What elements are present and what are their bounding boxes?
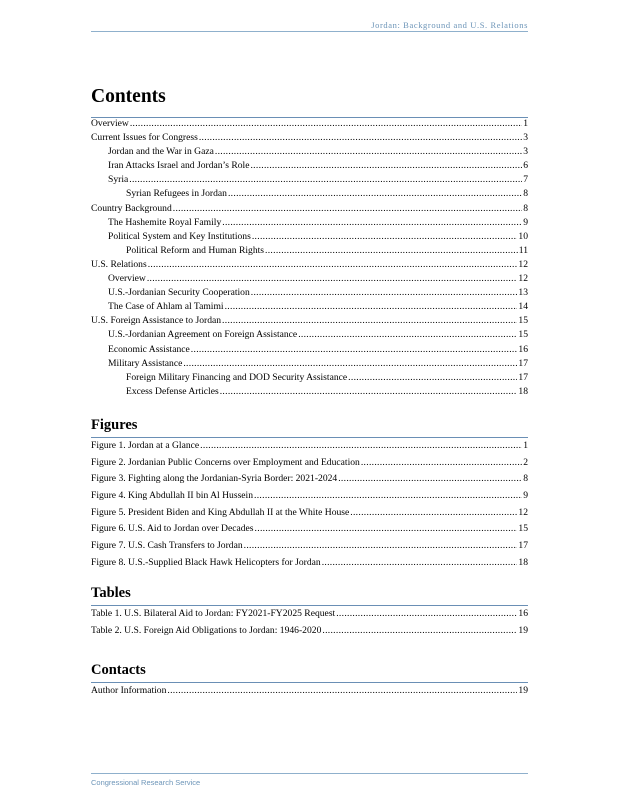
toc-entry[interactable] xyxy=(91,274,528,288)
toc-entry-label[interactable]: Iran Attacks Israel and Jordan’s Role xyxy=(108,160,250,172)
toc-entry-label[interactable]: Jordan and the War in Gaza xyxy=(108,146,214,158)
toc-entry-label[interactable]: Author Information xyxy=(91,685,167,696)
dot-leader xyxy=(336,609,517,619)
toc-entry-page-number: 15 xyxy=(518,315,528,327)
contents-list xyxy=(91,117,528,401)
dot-leader xyxy=(222,218,522,228)
toc-entry-label[interactable]: Military Assistance xyxy=(108,357,183,369)
toc-entry-label[interactable]: Overview xyxy=(91,118,129,129)
toc-entry-label[interactable]: Figure 2. Jordanian Public Concerns over Employment and Education xyxy=(91,456,360,468)
dot-leader xyxy=(200,441,522,451)
toc-entry-label[interactable]: Figure 7. U.S. Cash Transfers to Jordan xyxy=(91,540,243,552)
dot-leader xyxy=(225,302,518,312)
toc-entry-label[interactable]: Figure 6. U.S. Aid to Jordan over Decades xyxy=(91,523,254,535)
toc-entry-page-number: 19 xyxy=(518,624,528,636)
toc-entry[interactable] xyxy=(91,260,528,274)
dot-leader xyxy=(222,316,517,326)
toc-entry-label[interactable]: Table 2. U.S. Foreign Aid Obligations to Jordan: 1946-2020 xyxy=(91,624,322,636)
dot-leader xyxy=(183,359,517,369)
dot-leader xyxy=(350,508,517,518)
dot-leader xyxy=(255,524,518,534)
toc-entry-page-number: 12 xyxy=(518,506,528,518)
toc-entry-label[interactable]: Syria xyxy=(108,174,129,186)
toc-entry-page-number: 3 xyxy=(523,146,528,158)
toc-entry[interactable] xyxy=(91,683,528,703)
toc-entry-page-number: 8 xyxy=(523,202,528,214)
dot-leader xyxy=(252,232,518,242)
toc-entry-label[interactable]: Political Reform and Human Rights xyxy=(126,244,265,256)
toc-entry-label[interactable]: Figure 3. Fighting along the Jordanian-Syria Border: 2021-2024 xyxy=(91,473,338,485)
toc-entry-page-number: 1 xyxy=(523,118,528,129)
toc-entry[interactable] xyxy=(91,189,528,203)
header-divider xyxy=(91,31,528,32)
dot-leader xyxy=(265,246,518,256)
toc-entry[interactable] xyxy=(91,626,528,643)
toc-entry-page-number: 7 xyxy=(523,174,528,186)
dot-leader xyxy=(251,288,518,298)
toc-entry[interactable] xyxy=(91,359,528,373)
toc-entry-page-number: 6 xyxy=(523,160,528,172)
toc-entry-page-number: 12 xyxy=(518,258,528,270)
toc-entry-label[interactable]: Economic Assistance xyxy=(108,343,190,355)
footer-text: Congressional Research Service xyxy=(91,778,201,787)
toc-entry-page-number: 8 xyxy=(523,473,528,485)
toc-entry-label[interactable]: Figure 4. King Abdullah II bin Al Hussein xyxy=(91,490,254,502)
toc-entry-page-number: 3 xyxy=(523,132,528,144)
toc-entry-page-number: 14 xyxy=(518,301,528,313)
toc-entry[interactable] xyxy=(91,232,528,246)
tables-list xyxy=(91,605,528,642)
toc-entry-page-number: 9 xyxy=(523,216,528,228)
toc-entry-label[interactable]: U.S. Foreign Assistance to Jordan xyxy=(91,315,222,327)
dot-leader xyxy=(244,541,518,551)
dot-leader xyxy=(220,387,518,397)
dot-leader xyxy=(322,626,517,636)
dot-leader xyxy=(199,133,522,143)
toc-entry[interactable] xyxy=(91,246,528,260)
toc-entry-label[interactable]: Overview xyxy=(108,273,146,285)
toc-entry-label[interactable]: U.S.-Jordanian Agreement on Foreign Assistance xyxy=(108,329,298,341)
figures-list xyxy=(91,437,528,575)
dot-leader xyxy=(215,147,522,157)
toc-entry-page-number: 8 xyxy=(523,188,528,200)
contents-entries xyxy=(91,118,528,401)
toc-entry[interactable] xyxy=(91,438,528,458)
toc-entry[interactable] xyxy=(91,558,528,575)
toc-entry[interactable] xyxy=(91,302,528,316)
toc-entry[interactable] xyxy=(91,161,528,175)
toc-entry[interactable] xyxy=(91,491,528,508)
toc-entry-page-number: 9 xyxy=(523,490,528,502)
contacts-list xyxy=(91,682,528,703)
figures-entries xyxy=(91,438,528,575)
toc-entry-label[interactable]: The Case of Ahlam al Tamimi xyxy=(108,301,224,313)
toc-entry-page-number: 12 xyxy=(518,273,528,285)
toc-entry-page-number: 13 xyxy=(518,287,528,299)
toc-entry-page-number: 17 xyxy=(518,371,528,383)
toc-entry-label[interactable]: Figure 8. U.S.-Supplied Black Hawk Helicopters for Jordan xyxy=(91,556,321,568)
toc-entry[interactable] xyxy=(91,508,528,525)
toc-entry[interactable] xyxy=(91,288,528,302)
toc-entry-label[interactable]: Figure 1. Jordan at a Glance xyxy=(91,440,200,451)
toc-entry-page-number: 17 xyxy=(518,357,528,369)
dot-leader xyxy=(228,189,522,199)
dot-leader xyxy=(130,119,522,129)
toc-entry[interactable] xyxy=(91,524,528,541)
toc-entry[interactable] xyxy=(91,316,528,330)
toc-entry-label[interactable]: Table 1. U.S. Bilateral Aid to Jordan: FY2021-FY2025 Request xyxy=(91,608,336,619)
running-header-title: Jordan: Background and U.S. Relations xyxy=(371,20,528,30)
dot-leader xyxy=(148,260,518,270)
toc-entry[interactable] xyxy=(91,541,528,558)
dot-leader xyxy=(167,686,517,696)
dot-leader xyxy=(147,274,518,284)
toc-entry[interactable] xyxy=(91,373,528,387)
dot-leader xyxy=(254,491,522,501)
toc-entry-label[interactable]: Foreign Military Financing and DOD Security Assistance xyxy=(126,371,348,383)
toc-entry-page-number: 19 xyxy=(518,685,528,696)
toc-entry-label[interactable]: U.S. Relations xyxy=(91,258,147,270)
toc-entry-label[interactable]: Political System and Key Institutions xyxy=(108,230,251,242)
toc-entry-page-number: 15 xyxy=(518,523,528,535)
toc-entry[interactable] xyxy=(91,118,528,133)
toc-entry[interactable] xyxy=(91,606,528,626)
toc-entry[interactable] xyxy=(91,474,528,491)
toc-entry-page-number: 15 xyxy=(518,329,528,341)
toc-entry[interactable] xyxy=(91,458,528,475)
toc-entry-label[interactable]: U.S.-Jordanian Security Cooperation xyxy=(108,287,250,299)
figures-heading: Figures xyxy=(91,417,138,433)
toc-entry[interactable] xyxy=(91,218,528,232)
contents-heading: Contents xyxy=(91,86,166,107)
toc-entry[interactable] xyxy=(91,387,528,401)
dot-leader xyxy=(298,330,517,340)
toc-entry-label[interactable]: Country Background xyxy=(91,202,172,214)
dot-leader xyxy=(361,458,522,468)
toc-entry-page-number: 16 xyxy=(518,608,528,619)
toc-entry-page-number: 1 xyxy=(523,440,528,451)
contacts-entries xyxy=(91,683,528,703)
contacts-heading: Contacts xyxy=(91,662,146,678)
dot-leader xyxy=(250,161,522,171)
toc-entry[interactable] xyxy=(91,204,528,218)
toc-entry-label[interactable]: The Hashemite Royal Family xyxy=(108,216,222,228)
toc-entry-label[interactable]: Figure 5. President Biden and King Abdullah II at the White House xyxy=(91,506,350,518)
toc-entry[interactable] xyxy=(91,147,528,161)
dot-leader xyxy=(191,345,518,355)
toc-entry-label[interactable]: Syrian Refugees in Jordan xyxy=(126,188,227,200)
dot-leader xyxy=(129,175,522,185)
footer-divider xyxy=(91,773,528,774)
tables-heading: Tables xyxy=(91,585,131,601)
dot-leader xyxy=(173,204,522,214)
toc-entry[interactable] xyxy=(91,330,528,344)
dot-leader xyxy=(348,373,517,383)
toc-entry[interactable] xyxy=(91,345,528,359)
toc-entry-page-number: 2 xyxy=(523,456,528,468)
toc-entry-page-number: 10 xyxy=(518,230,528,242)
tables-entries xyxy=(91,606,528,642)
toc-entry-page-number: 16 xyxy=(518,343,528,355)
toc-entry-label[interactable]: Excess Defense Articles xyxy=(126,385,219,397)
toc-entry-page-number: 11 xyxy=(518,244,528,256)
toc-entry-label[interactable]: Current Issues for Congress xyxy=(91,132,198,144)
dot-leader xyxy=(338,474,522,484)
toc-entry[interactable] xyxy=(91,133,528,147)
toc-entry-page-number: 18 xyxy=(518,385,528,397)
toc-entry-page-number: 17 xyxy=(518,540,528,552)
toc-entry[interactable] xyxy=(91,175,528,189)
dot-leader xyxy=(322,558,518,568)
toc-entry-page-number: 18 xyxy=(518,556,528,568)
